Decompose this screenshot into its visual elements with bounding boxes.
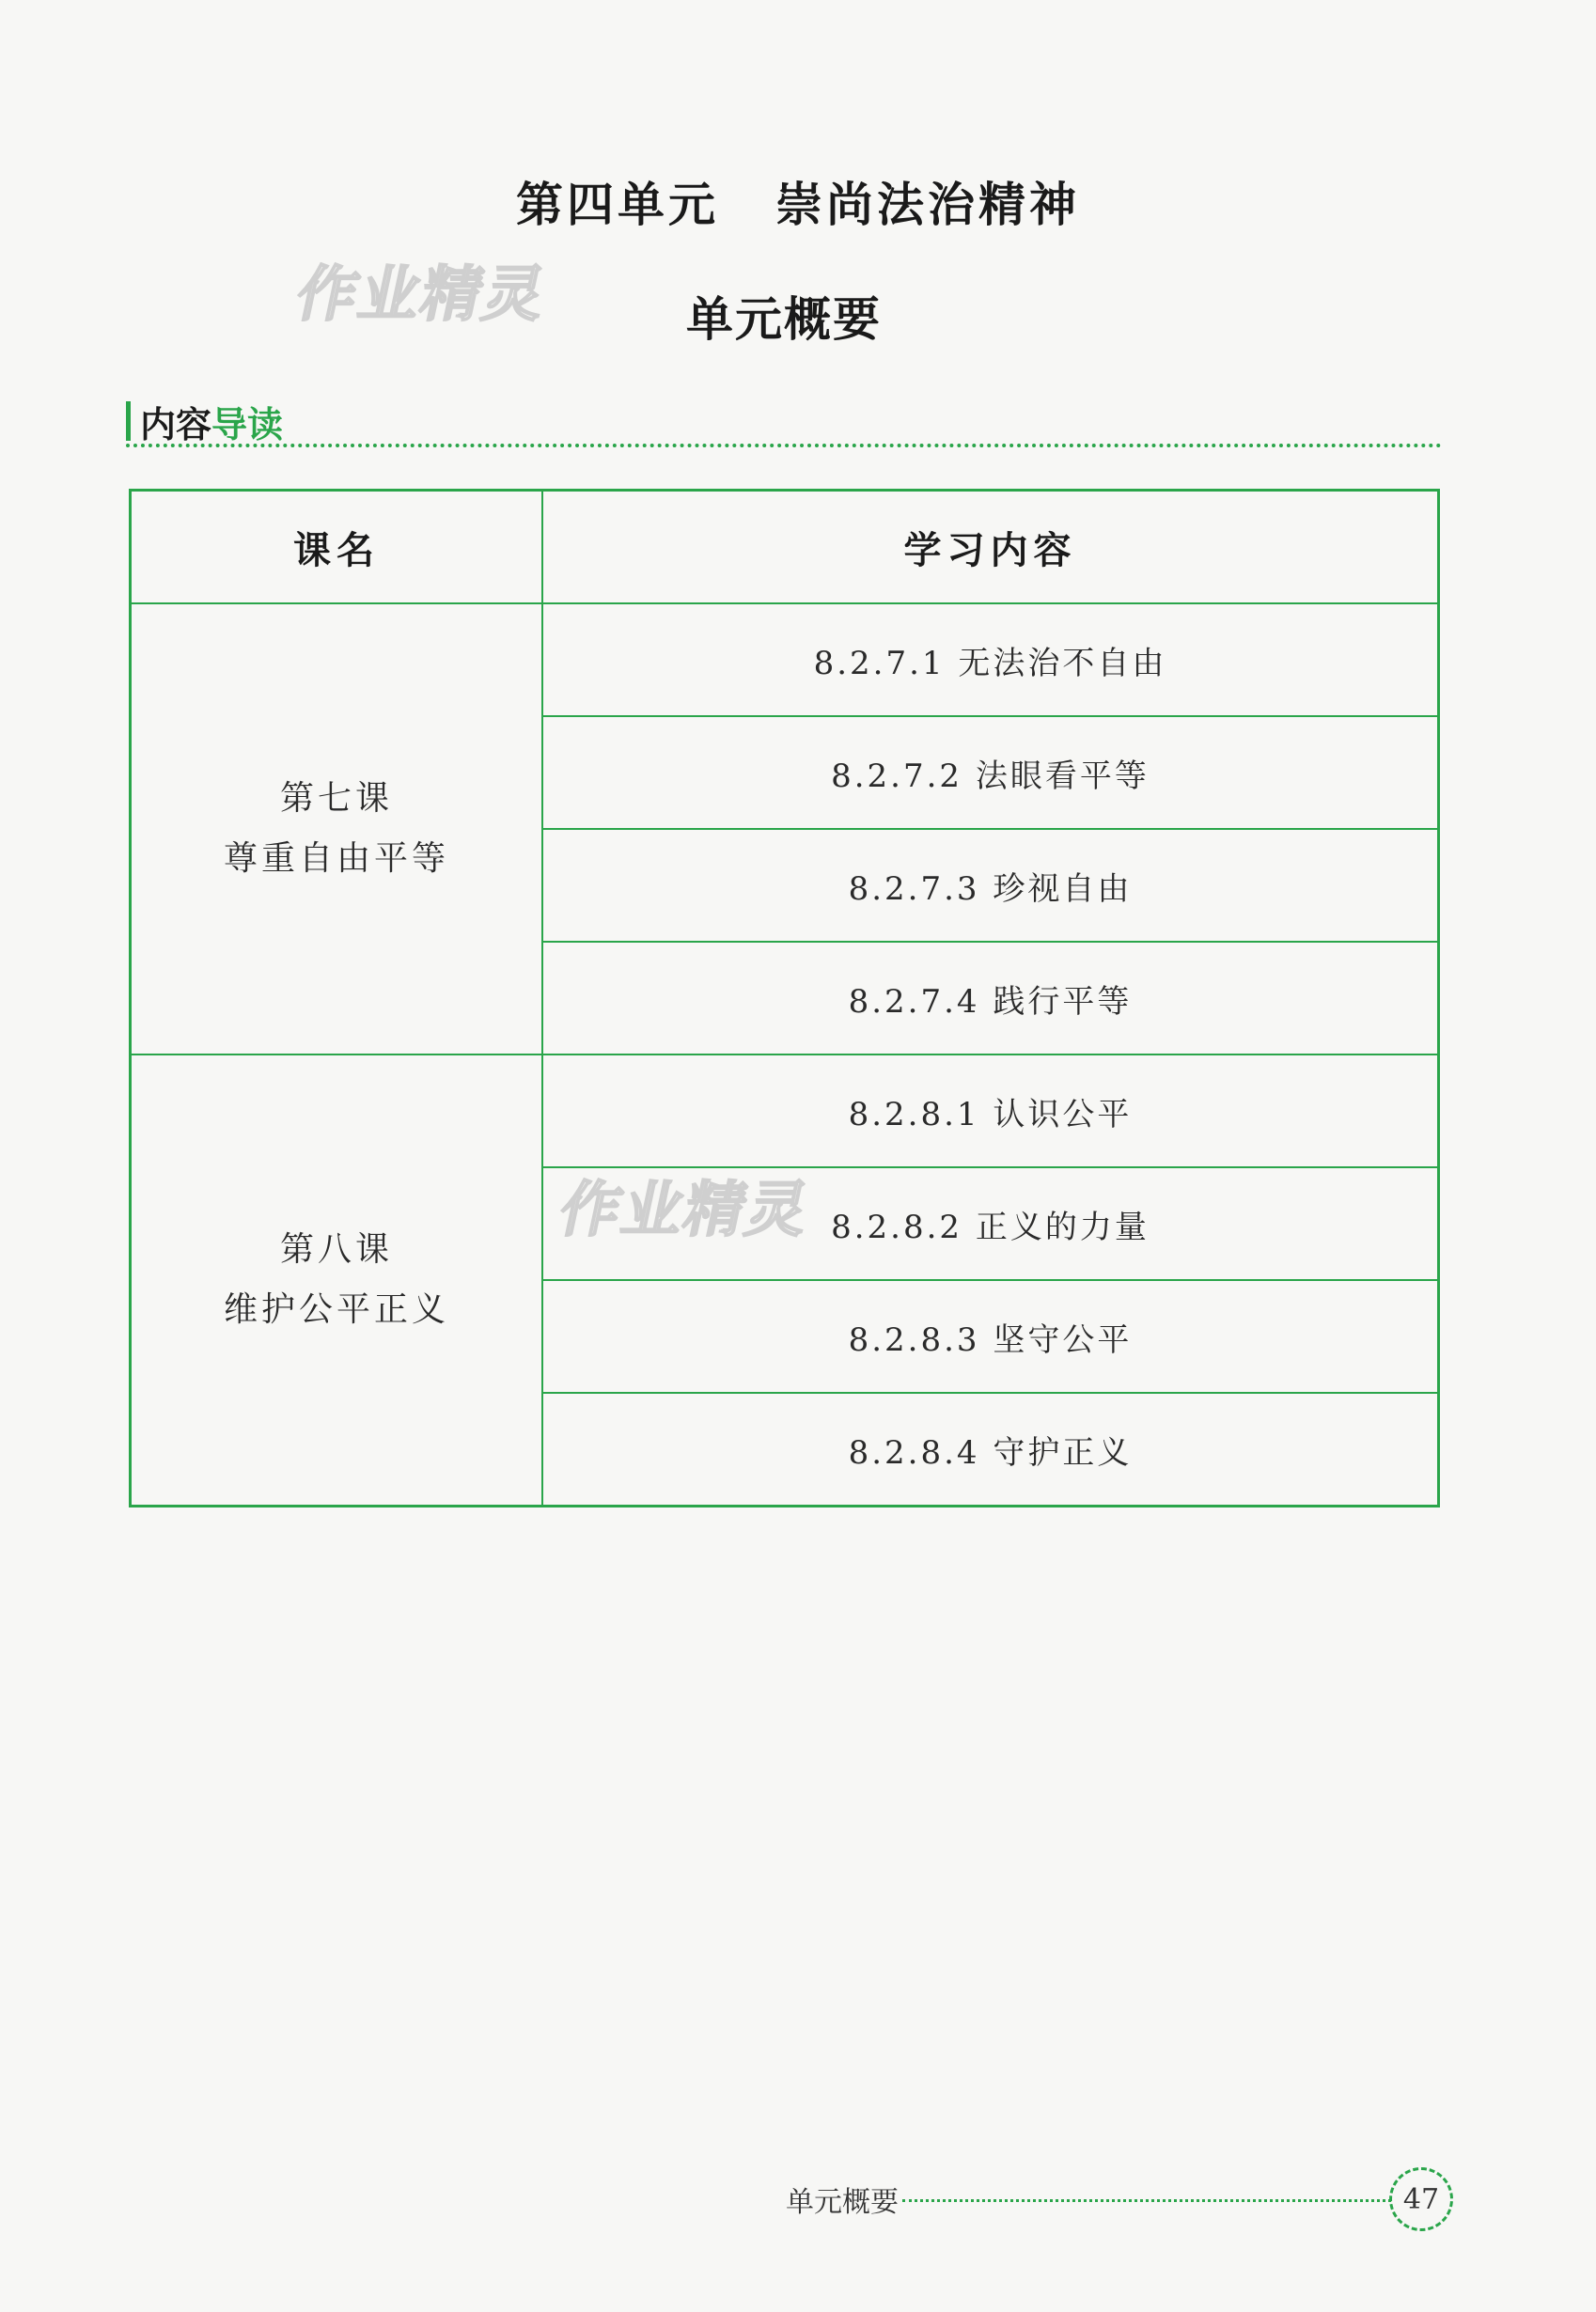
lesson-cell [131,603,543,1054]
unit-name: 崇尚法治精神 [775,178,1080,232]
section-divider [126,444,1442,447]
unit-number: 第四单元 [516,178,719,232]
lesson-number: 第七课 [279,779,393,818]
section-bar-icon [126,401,131,441]
table-header-row [131,491,1439,604]
lesson-cell [131,1054,543,1507]
content-item: 8.2.7.4 践行平等 [542,942,1439,1054]
watermark: 作业精灵 [289,260,554,330]
content-item: 8.2.7.3 珍视自由 [542,829,1439,942]
lesson-title: 维护公平正义 [223,1290,449,1329]
lesson-number: 第八课 [279,1230,393,1269]
footer-label: 单元概要 [786,2186,899,2219]
section-label-black: 内容 [140,402,212,445]
footer-divider [902,2199,1391,2202]
table-row [131,603,1439,716]
watermark: 作业精灵 [553,1176,817,1245]
header-learning-content: 学习内容 [542,491,1439,604]
content-item: 8.2.7.1 无法治不自由 [542,603,1439,716]
page-subtitle: 单元概要 [686,291,882,347]
page-number: 47 [1389,2167,1453,2231]
content-item: 8.2.8.1 认识公平 [542,1054,1439,1167]
content-item: 8.2.8.3 坚守公平 [542,1280,1439,1393]
content-item: 8.2.7.2 法眼看平等 [542,716,1439,829]
section-heading [126,397,283,445]
table-row [131,1054,1439,1167]
unit-title [0,167,1596,235]
header-lesson-name: 课名 [131,491,543,604]
content-item: 8.2.8.4 守护正义 [542,1393,1439,1507]
section-label-green: 导读 [211,402,284,445]
lesson-title: 尊重自由平等 [223,839,449,878]
lessons-table [129,489,1440,1507]
content-item: 8.2.8.2 正义的力量 [542,1167,1439,1280]
